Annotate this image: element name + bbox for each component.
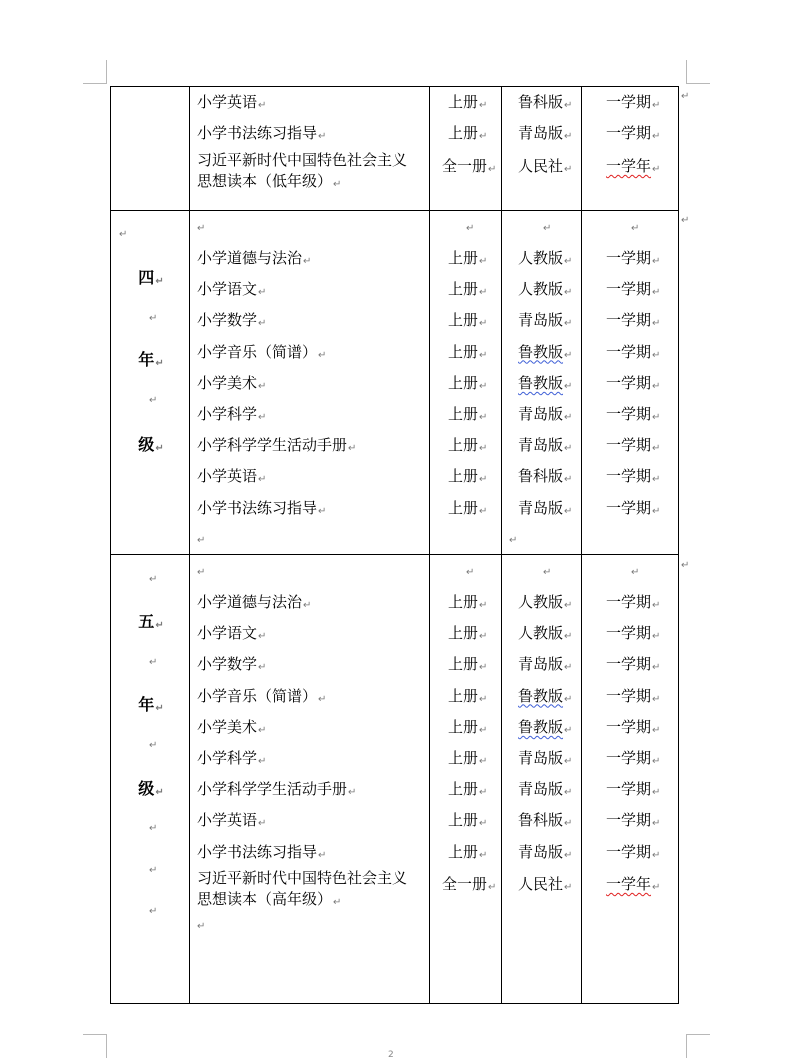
publisher-cell: 人教版 ↵	[518, 280, 572, 302]
crop-mark-top-right	[686, 60, 710, 84]
subject-cell: 小学科学 ↵	[197, 405, 266, 427]
empty-paragraph-mark: ↵	[149, 313, 158, 324]
volume-cell: 上册 ↵	[448, 655, 487, 677]
term-cell: 一学期 ↵	[606, 655, 660, 677]
subject-cell: 小学科学 ↵	[197, 749, 266, 771]
empty-paragraph-mark: ↵	[509, 535, 518, 546]
empty-paragraph-mark: ↵	[149, 740, 158, 751]
publisher-cell	[518, 718, 572, 740]
empty-paragraph-mark: ↵	[149, 823, 158, 834]
subject-cell: 小学科学学生活动手册 ↵	[197, 436, 356, 458]
volume-cell: 上册 ↵	[448, 811, 487, 833]
subject-cell-line1: 习近平新时代中国特色社会主义	[197, 151, 408, 169]
empty-paragraph-mark: ↵	[631, 567, 640, 578]
subject-cell: 小学数学 ↵	[197, 655, 266, 677]
grade4-char: 年 ↵	[131, 347, 171, 370]
empty-paragraph-mark: ↵	[149, 657, 158, 668]
subject-cell: 小学数学 ↵	[197, 311, 266, 333]
subject-cell: 小学英语 ↵	[197, 811, 266, 833]
volume-cell: 上册 ↵	[448, 780, 487, 802]
publisher-cell: 鲁科版 ↵	[518, 93, 572, 115]
empty-paragraph-mark: ↵	[543, 567, 552, 578]
row-end-mark: ↵	[681, 91, 690, 102]
term-cell: 一学期 ↵	[606, 467, 660, 489]
subject-cell: 小学语文 ↵	[197, 624, 266, 646]
term-cell: 一学期 ↵	[606, 405, 660, 427]
crop-mark-bottom-right	[686, 1034, 710, 1058]
publisher-cell: 人教版 ↵	[518, 593, 572, 615]
volume-cell: 上册 ↵	[448, 374, 487, 396]
subject-cell-line2: 思想读本（高年级） ↵	[197, 890, 341, 912]
publisher-cell: 青岛版 ↵	[518, 780, 572, 802]
term-cell: 一学期 ↵	[606, 718, 660, 740]
term-cell: 一学期 ↵	[606, 374, 660, 396]
subject-cell: 小学书法练习指导 ↵	[197, 124, 326, 146]
publisher-cell: 青岛版 ↵	[518, 655, 572, 677]
volume-cell: 上册 ↵	[448, 467, 487, 489]
volume-cell: 上册 ↵	[448, 593, 487, 615]
row-divider	[111, 554, 678, 555]
page-number: 2	[388, 1050, 394, 1060]
term-cell: 一学期 ↵	[606, 249, 660, 271]
empty-paragraph-mark: ↵	[197, 535, 206, 546]
volume-cell: 上册 ↵	[448, 843, 487, 865]
crop-mark-bottom-left	[83, 1034, 107, 1058]
publisher-cell: 青岛版 ↵	[518, 405, 572, 427]
subject-cell: 小学道德与法治 ↵	[197, 593, 311, 615]
volume-cell: 上册 ↵	[448, 93, 487, 115]
volume-cell: 上册 ↵	[448, 687, 487, 709]
col-divider	[189, 87, 190, 1003]
empty-paragraph-mark: ↵	[197, 223, 206, 234]
term-cell: 一学期 ↵	[606, 343, 660, 365]
term-cell: 一学期 ↵	[606, 499, 660, 521]
subject-cell: 小学书法练习指导 ↵	[197, 843, 326, 865]
publisher-cell: 青岛版 ↵	[518, 749, 572, 771]
term-cell: 一学期 ↵	[606, 311, 660, 333]
term-cell: 一学年 ↵	[606, 875, 660, 897]
volume-cell: 全一册 ↵	[442, 875, 496, 897]
grade5-char: 年 ↵	[131, 692, 171, 715]
empty-paragraph-mark: ↵	[149, 906, 158, 917]
empty-paragraph-mark: ↵	[466, 223, 475, 234]
textbook-table	[110, 86, 690, 1004]
publisher-cell	[518, 343, 572, 365]
subject-cell-line1: 习近平新时代中国特色社会主义	[197, 869, 408, 887]
row-divider	[111, 210, 678, 211]
volume-cell: 上册 ↵	[448, 280, 487, 302]
term-cell: 一学期 ↵	[606, 780, 660, 802]
term-cell: 一学期 ↵	[606, 593, 660, 615]
publisher-text: 鲁教版	[518, 717, 564, 736]
subject-cell: 小学英语 ↵	[197, 467, 266, 489]
crop-mark-top-left	[83, 60, 107, 84]
grade4-char: 四 ↵	[131, 265, 171, 288]
term-cell: 一学期 ↵	[606, 624, 660, 646]
grade5-char: 级 ↵	[131, 776, 171, 799]
empty-paragraph-mark: ↵	[197, 567, 206, 578]
empty-paragraph-mark: ↵	[543, 223, 552, 234]
term-cell: 一学期 ↵	[606, 436, 660, 458]
publisher-cell: 青岛版 ↵	[518, 124, 572, 146]
volume-cell: 上册 ↵	[448, 405, 487, 427]
subject-cell-line2: 思想读本（低年级） ↵	[197, 172, 341, 194]
empty-paragraph-mark: ↵	[119, 229, 128, 240]
volume-cell: 上册 ↵	[448, 624, 487, 646]
subject-cell: 小学英语 ↵	[197, 93, 266, 115]
term-cell: 一学年 ↵	[606, 157, 660, 179]
row-end-mark: ↵	[681, 215, 690, 226]
publisher-cell: 人民社 ↵	[518, 875, 572, 897]
term-cell: 一学期 ↵	[606, 687, 660, 709]
publisher-text: 鲁教版	[518, 686, 564, 705]
grade4-char: 级 ↵	[131, 432, 171, 455]
term-cell: 一学期 ↵	[606, 811, 660, 833]
subject-cell: 小学美术 ↵	[197, 718, 266, 740]
publisher-cell: 青岛版 ↵	[518, 436, 572, 458]
volume-cell: 上册 ↵	[448, 718, 487, 740]
volume-cell: 上册 ↵	[448, 436, 487, 458]
row-end-mark: ↵	[681, 560, 690, 571]
term-cell: 一学期 ↵	[606, 93, 660, 115]
empty-paragraph-mark: ↵	[197, 921, 206, 932]
publisher-cell: 鲁科版 ↵	[518, 467, 572, 489]
col-divider	[429, 87, 430, 1003]
subject-cell: 小学音乐（简谱） ↵	[197, 687, 326, 709]
term-cell: 一学期 ↵	[606, 749, 660, 771]
volume-cell: 上册 ↵	[448, 124, 487, 146]
col-divider	[501, 87, 502, 1003]
empty-paragraph-mark: ↵	[149, 865, 158, 876]
publisher-cell	[518, 374, 572, 396]
publisher-cell: 青岛版 ↵	[518, 499, 572, 521]
volume-cell: 上册 ↵	[448, 749, 487, 771]
subject-cell: 小学音乐（简谱） ↵	[197, 343, 326, 365]
publisher-cell: 青岛版 ↵	[518, 311, 572, 333]
term-cell: 一学期 ↵	[606, 843, 660, 865]
subject-cell: 小学科学学生活动手册 ↵	[197, 780, 356, 802]
col-divider	[581, 87, 582, 1003]
subject-cell: 小学美术 ↵	[197, 374, 266, 396]
subject-cell: 小学道德与法治 ↵	[197, 249, 311, 271]
publisher-cell	[518, 687, 572, 709]
volume-cell: 上册 ↵	[448, 249, 487, 271]
empty-paragraph-mark: ↵	[149, 395, 158, 406]
empty-paragraph-mark: ↵	[149, 574, 158, 585]
subject-cell: 小学语文 ↵	[197, 280, 266, 302]
volume-cell: 全一册 ↵	[442, 157, 496, 179]
publisher-cell: 人教版 ↵	[518, 249, 572, 271]
publisher-cell: 青岛版 ↵	[518, 843, 572, 865]
publisher-cell: 鲁科版 ↵	[518, 811, 572, 833]
empty-paragraph-mark: ↵	[631, 223, 640, 234]
term-cell: 一学期 ↵	[606, 280, 660, 302]
empty-paragraph-mark: ↵	[466, 567, 475, 578]
subject-cell: 小学书法练习指导 ↵	[197, 499, 326, 521]
volume-cell: 上册 ↵	[448, 311, 487, 333]
volume-cell: 上册 ↵	[448, 343, 487, 365]
publisher-cell: 人教版 ↵	[518, 624, 572, 646]
volume-cell: 上册 ↵	[448, 499, 487, 521]
term-cell: 一学期 ↵	[606, 124, 660, 146]
publisher-cell: 人民社 ↵	[518, 157, 572, 179]
grade5-char: 五 ↵	[131, 609, 171, 632]
publisher-text: 鲁教版	[518, 342, 564, 361]
publisher-text: 鲁教版	[518, 373, 564, 392]
